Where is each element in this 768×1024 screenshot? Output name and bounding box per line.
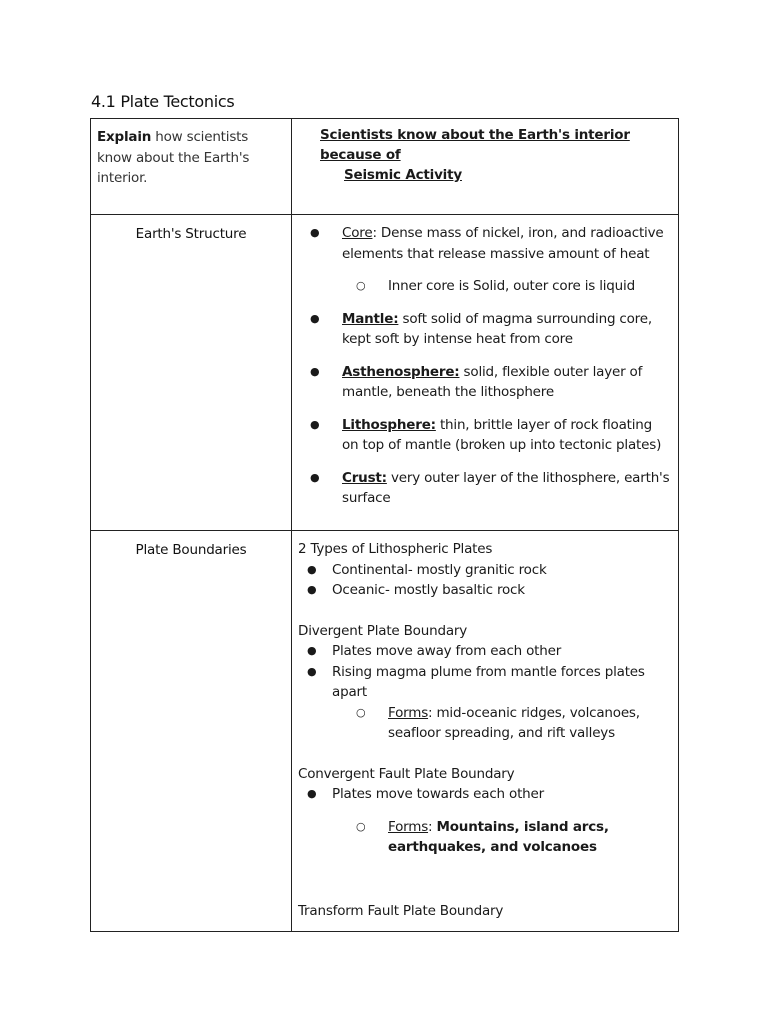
- structure-heading: Earth's Structure: [135, 226, 247, 242]
- divergent-point-1: Plates move away from each other: [332, 643, 562, 659]
- notes-table: [90, 118, 679, 932]
- core-sub-text: Inner core is Solid, outer core is liquid: [388, 278, 635, 294]
- prompt-rest: how scientists know about the Earth's interior.: [97, 129, 250, 186]
- boundaries-heading-cell: [91, 531, 292, 932]
- bullet-icon: ●: [307, 644, 317, 657]
- convergent-point-1: Plates move towards each other: [332, 786, 544, 802]
- def-crust: very outer layer of the lithosphere, earth's surface: [342, 469, 670, 506]
- bullet-icon: ●: [310, 311, 320, 325]
- structure-heading-cell: [91, 215, 292, 531]
- answer-line-2: Seismic Activity: [344, 167, 462, 183]
- convergent-forms-text: Mountains, island arcs, earthquakes, and volcanoes: [388, 818, 609, 855]
- page-title: 4.1 Plate Tectonics: [91, 92, 235, 111]
- ring-bullet-icon: ○: [356, 279, 366, 292]
- table-row: [91, 215, 679, 531]
- bullet-icon: ●: [310, 364, 320, 378]
- ring-bullet-icon: ○: [356, 819, 366, 833]
- table-row: [91, 119, 679, 215]
- list-item: [307, 641, 670, 662]
- list-item: [310, 362, 670, 403]
- boundaries-heading: Plate Boundaries: [135, 542, 247, 558]
- boundaries-cell: [292, 531, 679, 932]
- answer-text: [292, 119, 678, 185]
- bullet-icon: ●: [310, 226, 320, 239]
- convergent-list: [298, 784, 670, 805]
- divergent-point-2: Rising magma plume from mantle forces plates apart: [332, 663, 645, 700]
- divergent-list: [298, 641, 670, 703]
- list-item: [310, 468, 670, 509]
- convergent-forms-colon: :: [428, 818, 437, 835]
- prompt-keyword: Explain: [97, 129, 152, 145]
- bullet-icon: ●: [307, 664, 317, 678]
- sub-item: [342, 276, 670, 297]
- def-mantle: soft solid of magma surrounding core, kept soft by intense heat from core: [342, 310, 652, 347]
- convergent-title: Convergent Fault Plate Boundary: [298, 765, 515, 782]
- prompt-text: [91, 119, 291, 189]
- term-core: Core: [342, 225, 373, 241]
- list-item: [307, 560, 670, 581]
- table-row: [91, 531, 679, 932]
- type-continental: Continental- mostly granitic rock: [332, 561, 547, 578]
- def-lithosphere: thin, brittle layer of rock floating on top of mantle (broken up into tectonic plates): [342, 416, 662, 453]
- convergent-forms-label: Forms: [388, 818, 429, 835]
- list-item: [307, 784, 670, 805]
- bullet-icon: ●: [307, 787, 317, 800]
- term-mantle: Mantle:: [342, 310, 399, 327]
- prompt-cell: [91, 119, 292, 215]
- divergent-title: Divergent Plate Boundary: [298, 622, 468, 639]
- list-item: [310, 223, 670, 297]
- bullet-icon: ●: [310, 470, 320, 484]
- transform-title: Transform Fault Plate Boundary: [298, 902, 504, 919]
- sub-item: [298, 703, 670, 744]
- boundaries-content: [292, 531, 678, 931]
- divergent-forms-label: Forms: [388, 704, 429, 721]
- list-item: [307, 662, 670, 703]
- types-title: 2 Types of Lithospheric Plates: [298, 541, 493, 557]
- def-core: : Dense mass of nickel, iron, and radioactive elements that release massive amount of heat: [342, 225, 664, 262]
- answer-line-1: Scientists know about the Earth's interior because of: [320, 127, 630, 163]
- list-item: [307, 580, 670, 601]
- type-oceanic: Oceanic- mostly basaltic rock: [332, 582, 525, 598]
- list-item: [310, 309, 670, 350]
- term-asthenosphere: Asthenosphere:: [342, 363, 460, 380]
- bullet-icon: ●: [310, 417, 320, 431]
- divergent-forms-text: : mid-oceanic ridges, volcanoes, seafloor spreading, and rift valleys: [388, 704, 640, 741]
- def-asthenosphere: solid, flexible outer layer of mantle, beneath the lithosphere: [342, 363, 643, 400]
- structure-cell: [292, 215, 679, 531]
- ring-bullet-icon: ○: [356, 705, 366, 719]
- term-lithosphere: Lithosphere:: [342, 416, 436, 433]
- layer-list: [292, 215, 678, 509]
- bullet-icon: ●: [307, 583, 317, 596]
- types-list: [298, 560, 670, 601]
- list-item: [310, 415, 670, 456]
- answer-cell: [292, 119, 679, 215]
- sub-item: [298, 817, 670, 858]
- bullet-icon: ●: [307, 562, 317, 576]
- term-crust: Crust:: [342, 469, 387, 486]
